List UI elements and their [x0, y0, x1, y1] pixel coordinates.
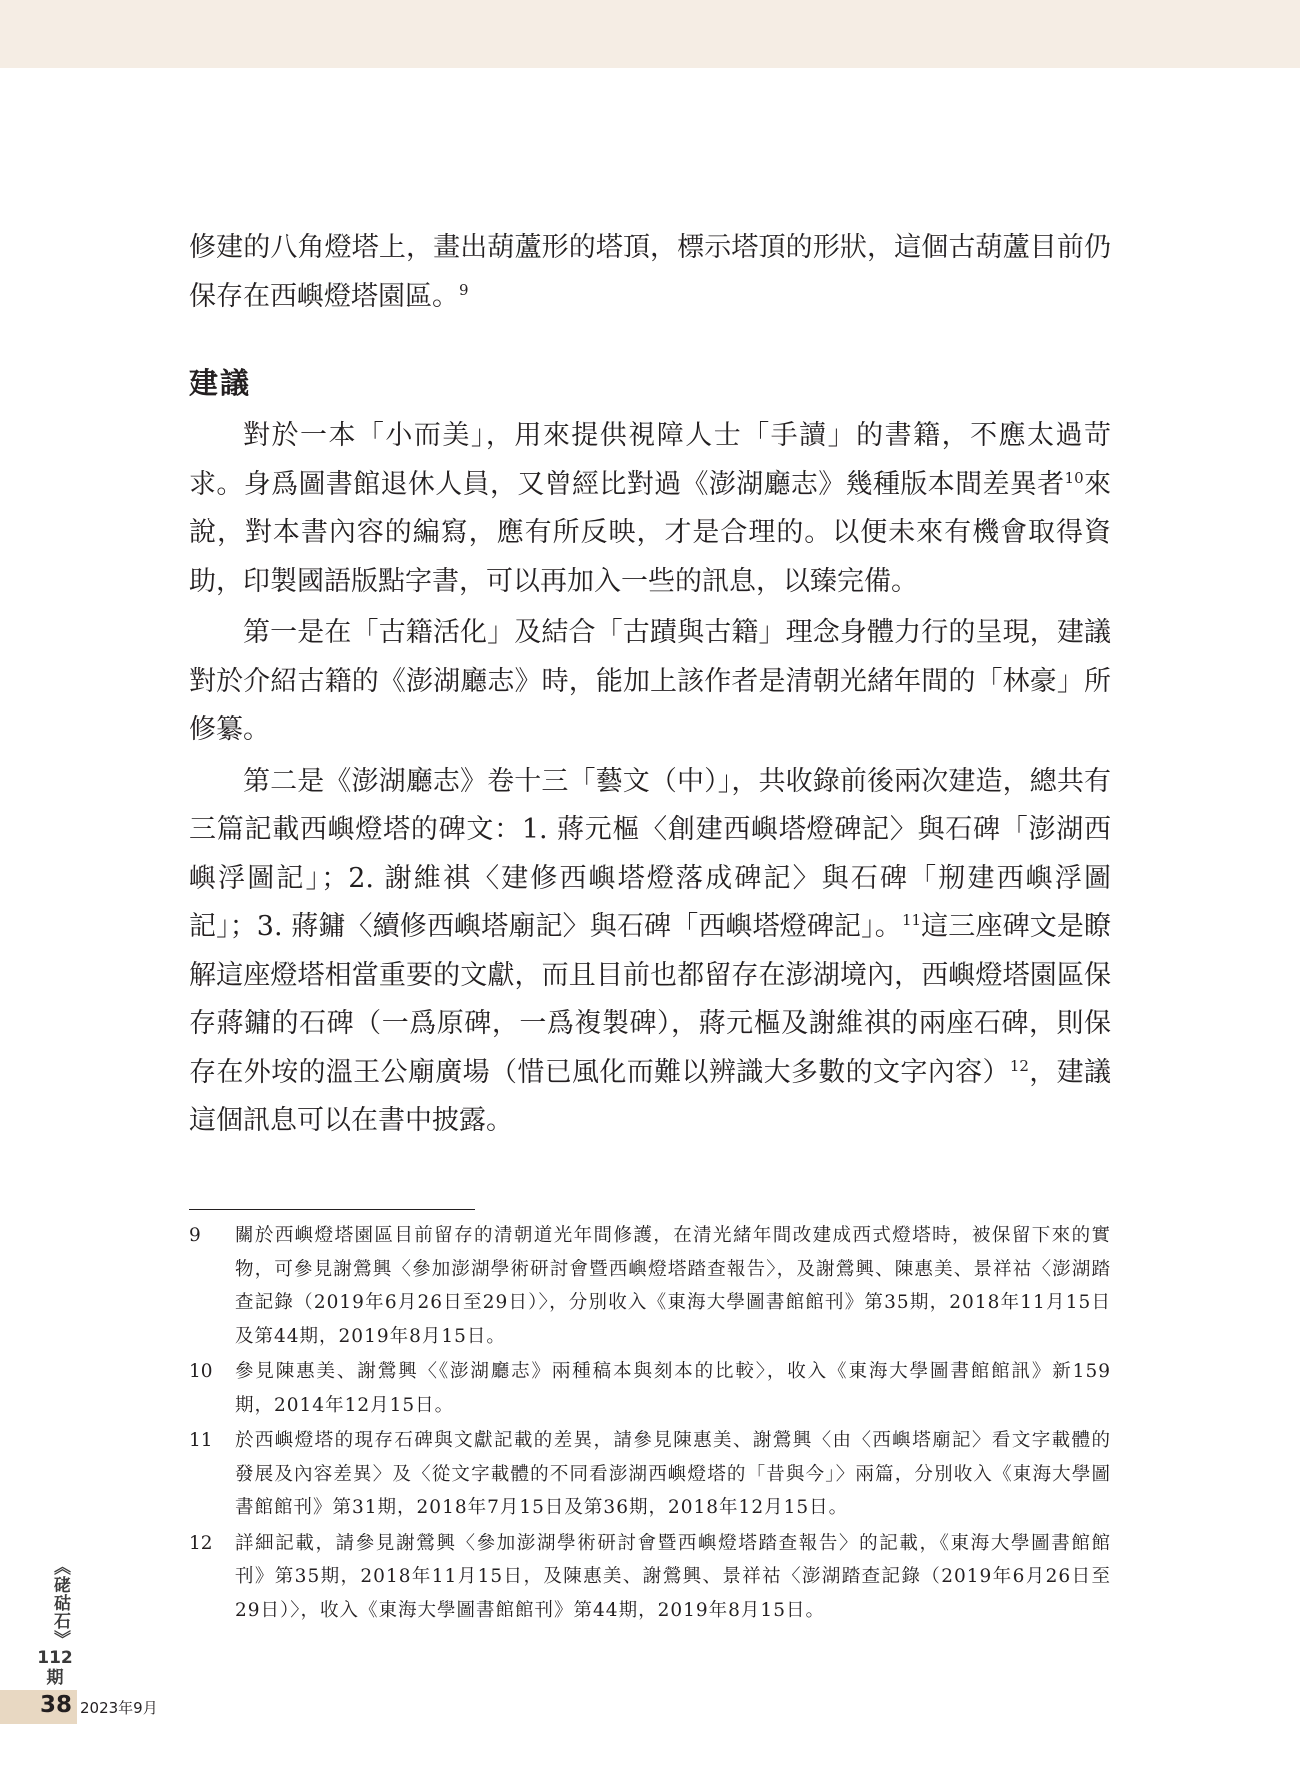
paragraph-1-text-b: 來說，對本書內容的編寫，應有所反映，才是合理的。以便未來有機會取得資助，印製國語版點字書，可以再加入一些的訊息，以臻完備。	[189, 468, 1112, 597]
footnote-ref-11[interactable]: 11	[901, 911, 922, 929]
footnote-text: 於西嶼燈塔的現存石碑與文獻記載的差異，請參見陳惠美、謝鶯興〈由〈西嶼塔廟記〉看文字載體的發展及內容差異〉及〈從文字載體的不同看澎湖西嶼燈塔的「昔與今」〉兩篇，分別收入《東海大學圖書館館刊》第31期，2018年7月15日及第36期，2018年12月15日。	[235, 1430, 1111, 1518]
issue-date: 2023年9月	[80, 1699, 158, 1717]
top-decorative-band	[0, 0, 1300, 68]
paragraph-3-text-a: 第二是《澎湖廳志》卷十三「藝文（中）」，共收錄前後兩次建造，總共有三篇記載西嶼燈塔的碑文：1. 蔣元樞〈創建西嶼塔燈碑記〉與石碑「澎湖西嶼浮圖記」；2. 謝維祺〈建修西嶼塔燈落成碑記〉與石碑「剏建西嶼浮圖記」；3. 蔣鏞〈續修西嶼塔廟記〉與石碑「西嶼塔燈碑記」。	[189, 765, 1111, 942]
intro-paragraph	[189, 224, 1111, 321]
footnote-ref-9[interactable]: 9	[459, 280, 469, 299]
footnote-text: 詳細記載，請參見謝鶯興〈參加澎湖學術研討會暨西嶼燈塔踏查報告〉的記載，《東海大學圖書館館刊》第35期，2018年11月15日，及陳惠美、謝鶯興、景祥祜〈澎湖踏查記錄（2019年6月26日至29日）〉，收入《東海大學圖書館館刊》第44期，2019年8月15日。	[235, 1532, 1111, 1621]
intro-paragraph-block	[189, 224, 1111, 321]
intro-text: 修建的八角燈塔上，畫出葫蘆形的塔頂，標示塔頂的形狀，這個古葫蘆目前仍保存在西嶼燈塔園區。	[189, 232, 1111, 312]
footnote-number: 12	[189, 1532, 213, 1554]
footnote-text: 關於西嶼燈塔園區目前留存的清朝道光年間修護，在清光緒年間改建成西式燈塔時，被保留下來的實物，可參見謝鶯興〈參加澎湖學術研討會暨西嶼燈塔踏查報告〉，及謝鶯興、陳惠美、景祥祜〈澎湖踏查記錄（2019年6月26日至29日）〉，分別收入《東海大學圖書館館刊》第35期，2018年11月15日及第44期，2019年8月15日。	[235, 1225, 1111, 1347]
footnote-10	[189, 1355, 1111, 1422]
section-heading: 建議	[189, 366, 252, 400]
footnote-9	[189, 1219, 1111, 1353]
footnote-number: 11	[189, 1430, 213, 1451]
page-number: 38	[40, 1692, 73, 1718]
paragraph-3-text-b: 這三座碑文是瞭解這座燈塔相當重要的文獻，而且目前也都留存在澎湖境內，西嶼燈塔園區保存蔣鏞的石碑（一爲原碑，一爲複製碑），蔣元樞及謝維祺的兩座石碑，則保存在外垵的溫王公廟廣場（惜已風化而難以辨識大多數的文字內容）	[189, 911, 1111, 1088]
issue-unit: 期	[46, 1668, 64, 1688]
main-body	[189, 412, 1111, 1149]
footnote-12	[189, 1527, 1111, 1628]
paragraph-1-text-a: 對於一本「小而美」，用來提供視障人士「手讀」的書籍，不應太過苛求。身爲圖書館退休人員，又曾經比對過《澎湖廳志》幾種版本間差異者	[189, 420, 1111, 500]
footnote-number: 9	[189, 1225, 201, 1246]
paragraph-3-text-c: ，建議這個訊息可以在書中披露。	[189, 1056, 1112, 1136]
paragraph-2-text: 第一是在「古籍活化」及結合「古蹟與古籍」理念身體力行的呈現，建議對於介紹古籍的《澎湖廳志》時，能加上該作者是清朝光緒年間的「林豪」所修纂。	[189, 617, 1111, 745]
footnote-number: 10	[189, 1361, 213, 1382]
paragraph-1	[189, 412, 1111, 606]
footnote-divider	[189, 1209, 475, 1210]
footnote-ref-12[interactable]: 12	[1009, 1056, 1029, 1075]
issue-number: 112	[37, 1648, 73, 1668]
footnote-11	[189, 1424, 1111, 1525]
footnotes	[189, 1219, 1111, 1629]
journal-title-vertical: 《硓𥑮石》	[50, 1558, 70, 1648]
footnote-ref-10[interactable]: 10	[1064, 468, 1084, 487]
issue-label	[30, 1648, 80, 1688]
paragraph-2	[189, 609, 1111, 755]
paragraph-3	[189, 758, 1111, 1146]
footnote-text: 參見陳惠美、謝鶯興〈《澎湖廳志》兩種稿本與刻本的比較〉，收入《東海大學圖書館館訊》新159期，2014年12月15日。	[235, 1361, 1111, 1416]
